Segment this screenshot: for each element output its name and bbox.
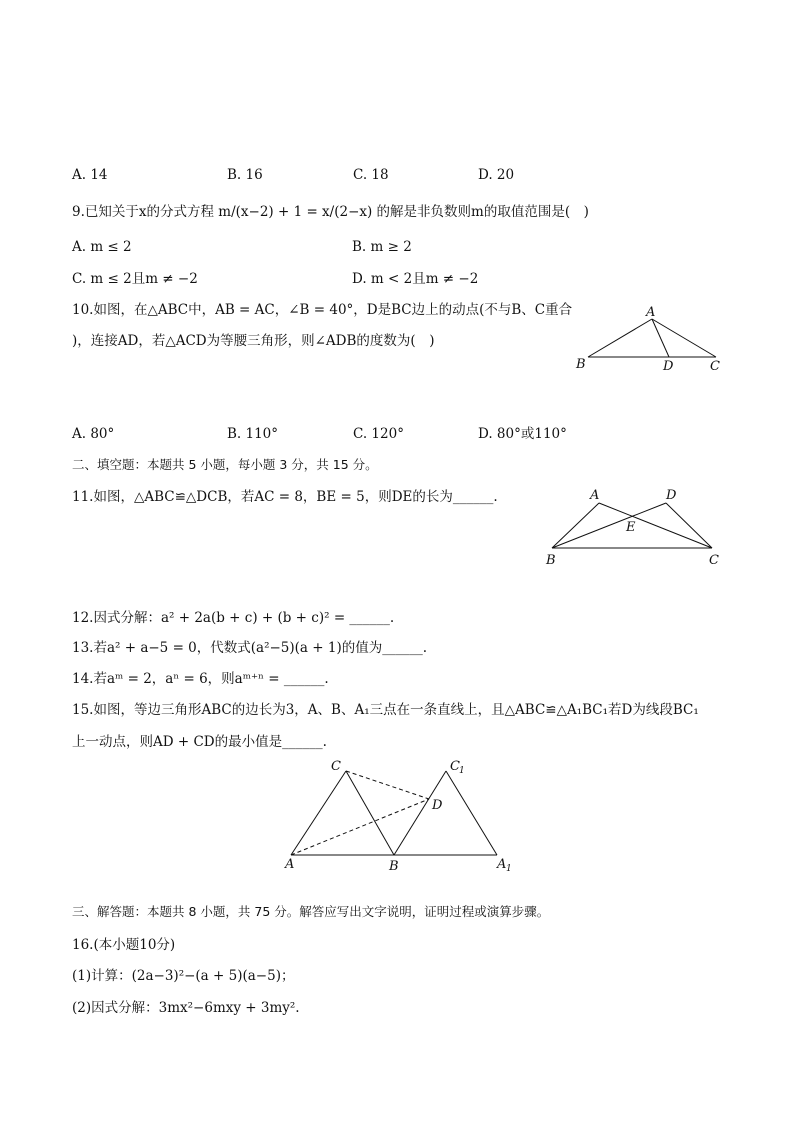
q10-stem-line1: 10.如图，在△ABC中，AB = AC，∠B = 40°，D是BC边上的动点(不与B、C重合: [72, 302, 573, 318]
q10-segment-ad: [652, 319, 669, 357]
q10-segment-ab: [588, 319, 652, 357]
q11-stem: 11.如图，△ABC≌△DCB，若AC = 8，BE = 5，则DE的长为______.: [72, 489, 498, 505]
q8-option-b: B. 16: [227, 167, 263, 183]
q11-label-c: C: [709, 553, 719, 568]
q13-stem: 13.若a² + a−5 = 0，代数式(a²−5)(a + 1)的值为______.: [72, 640, 428, 656]
q15-segment-cb: [346, 771, 394, 855]
q10-option-b: B. 110°: [227, 426, 279, 442]
q15-label-c1-sub: 1: [459, 766, 465, 776]
q9-option-d: D. m < 2且m ≠ −2: [352, 271, 479, 287]
q9-option-b: B. m ≥ 2: [352, 239, 412, 255]
section2-heading: 二、填空题：本题共 5 小题，每小题 3 分，共 15 分。: [72, 457, 378, 472]
q9-option-a: A. m ≤ 2: [72, 239, 132, 255]
q15-dashed-cd: [346, 771, 429, 799]
q10-option-c: C. 120°: [353, 426, 404, 442]
q9-stem: 9.已知关于x的分式方程 m/(x−2) + 1 = x/(2−x) 的解是非负数则m的取值范围是( ): [72, 204, 589, 220]
q8-option-a: A. 14: [72, 167, 108, 183]
q10-option-d: D. 80°或110°: [478, 426, 567, 442]
q10-label-a: A: [646, 305, 656, 320]
q10-label-c: C: [710, 359, 720, 374]
q10-option-a: A. 80°: [72, 426, 115, 442]
q12-stem: 12.因式分解：a² + 2a(b + c) + (b + c)² = ______.: [72, 610, 395, 626]
q11-segment-ac: [599, 503, 712, 548]
q16-part1: (1)计算：(2a−3)²−(a + 5)(a−5)；: [72, 968, 295, 984]
q10-segment-ac: [652, 319, 716, 357]
q11-segment-ab: [552, 503, 599, 548]
q16-part2: (2)因式分解：3mx²−6mxy + 3my².: [72, 1000, 300, 1016]
q11-label-e: E: [626, 520, 636, 535]
q15-segment-bc1: [394, 771, 446, 855]
q10-label-b: B: [576, 357, 586, 372]
q15-segment-ac: [291, 771, 346, 855]
q10-stem-line2: )，连接AD，若△ACD为等腰三角形，则∠ADB的度数为( ): [72, 333, 435, 349]
q8-option-c: C. 18: [353, 167, 389, 183]
q15-stem-line2: 上一动点，则AD + CD的最小值是______.: [72, 734, 327, 750]
q9-option-c: C. m ≤ 2且m ≠ −2: [72, 271, 198, 287]
q11-label-a: A: [590, 488, 600, 503]
q11-label-b: B: [546, 553, 556, 568]
q15-label-a1: A: [497, 857, 507, 872]
q15-stem-line1: 15.如图，等边三角形ABC的边长为3，A、B、A₁三点在一条直线上，且△ABC≌△A₁BC₁若D为线段BC₁: [72, 702, 699, 718]
q15-label-c: C: [331, 759, 341, 774]
q16-title: 16.(本小题10分): [72, 937, 176, 953]
q8-option-d: D. 20: [478, 167, 515, 183]
section3-heading: 三、解答题：本题共 8 小题，共 75 分。解答应写出文字说明，证明过程或演算步骤。: [72, 904, 550, 919]
q15-label-b: B: [389, 859, 399, 874]
q15-label-a: A: [285, 857, 295, 872]
q11-segment-dc: [666, 503, 712, 548]
q15-segment-c1a1: [446, 771, 497, 855]
q15-label-c1: C: [450, 759, 460, 774]
q15-label-d: D: [432, 798, 443, 813]
q11-segment-bd: [552, 503, 666, 548]
q14-stem: 14.若aᵐ = 2，aⁿ = 6，则aᵐ⁺ⁿ = ______.: [72, 671, 329, 687]
q15-dashed-ad: [291, 799, 429, 855]
q10-label-d: D: [663, 359, 674, 374]
q11-label-d: D: [666, 488, 677, 503]
q15-label-a1-sub: 1: [506, 864, 512, 874]
